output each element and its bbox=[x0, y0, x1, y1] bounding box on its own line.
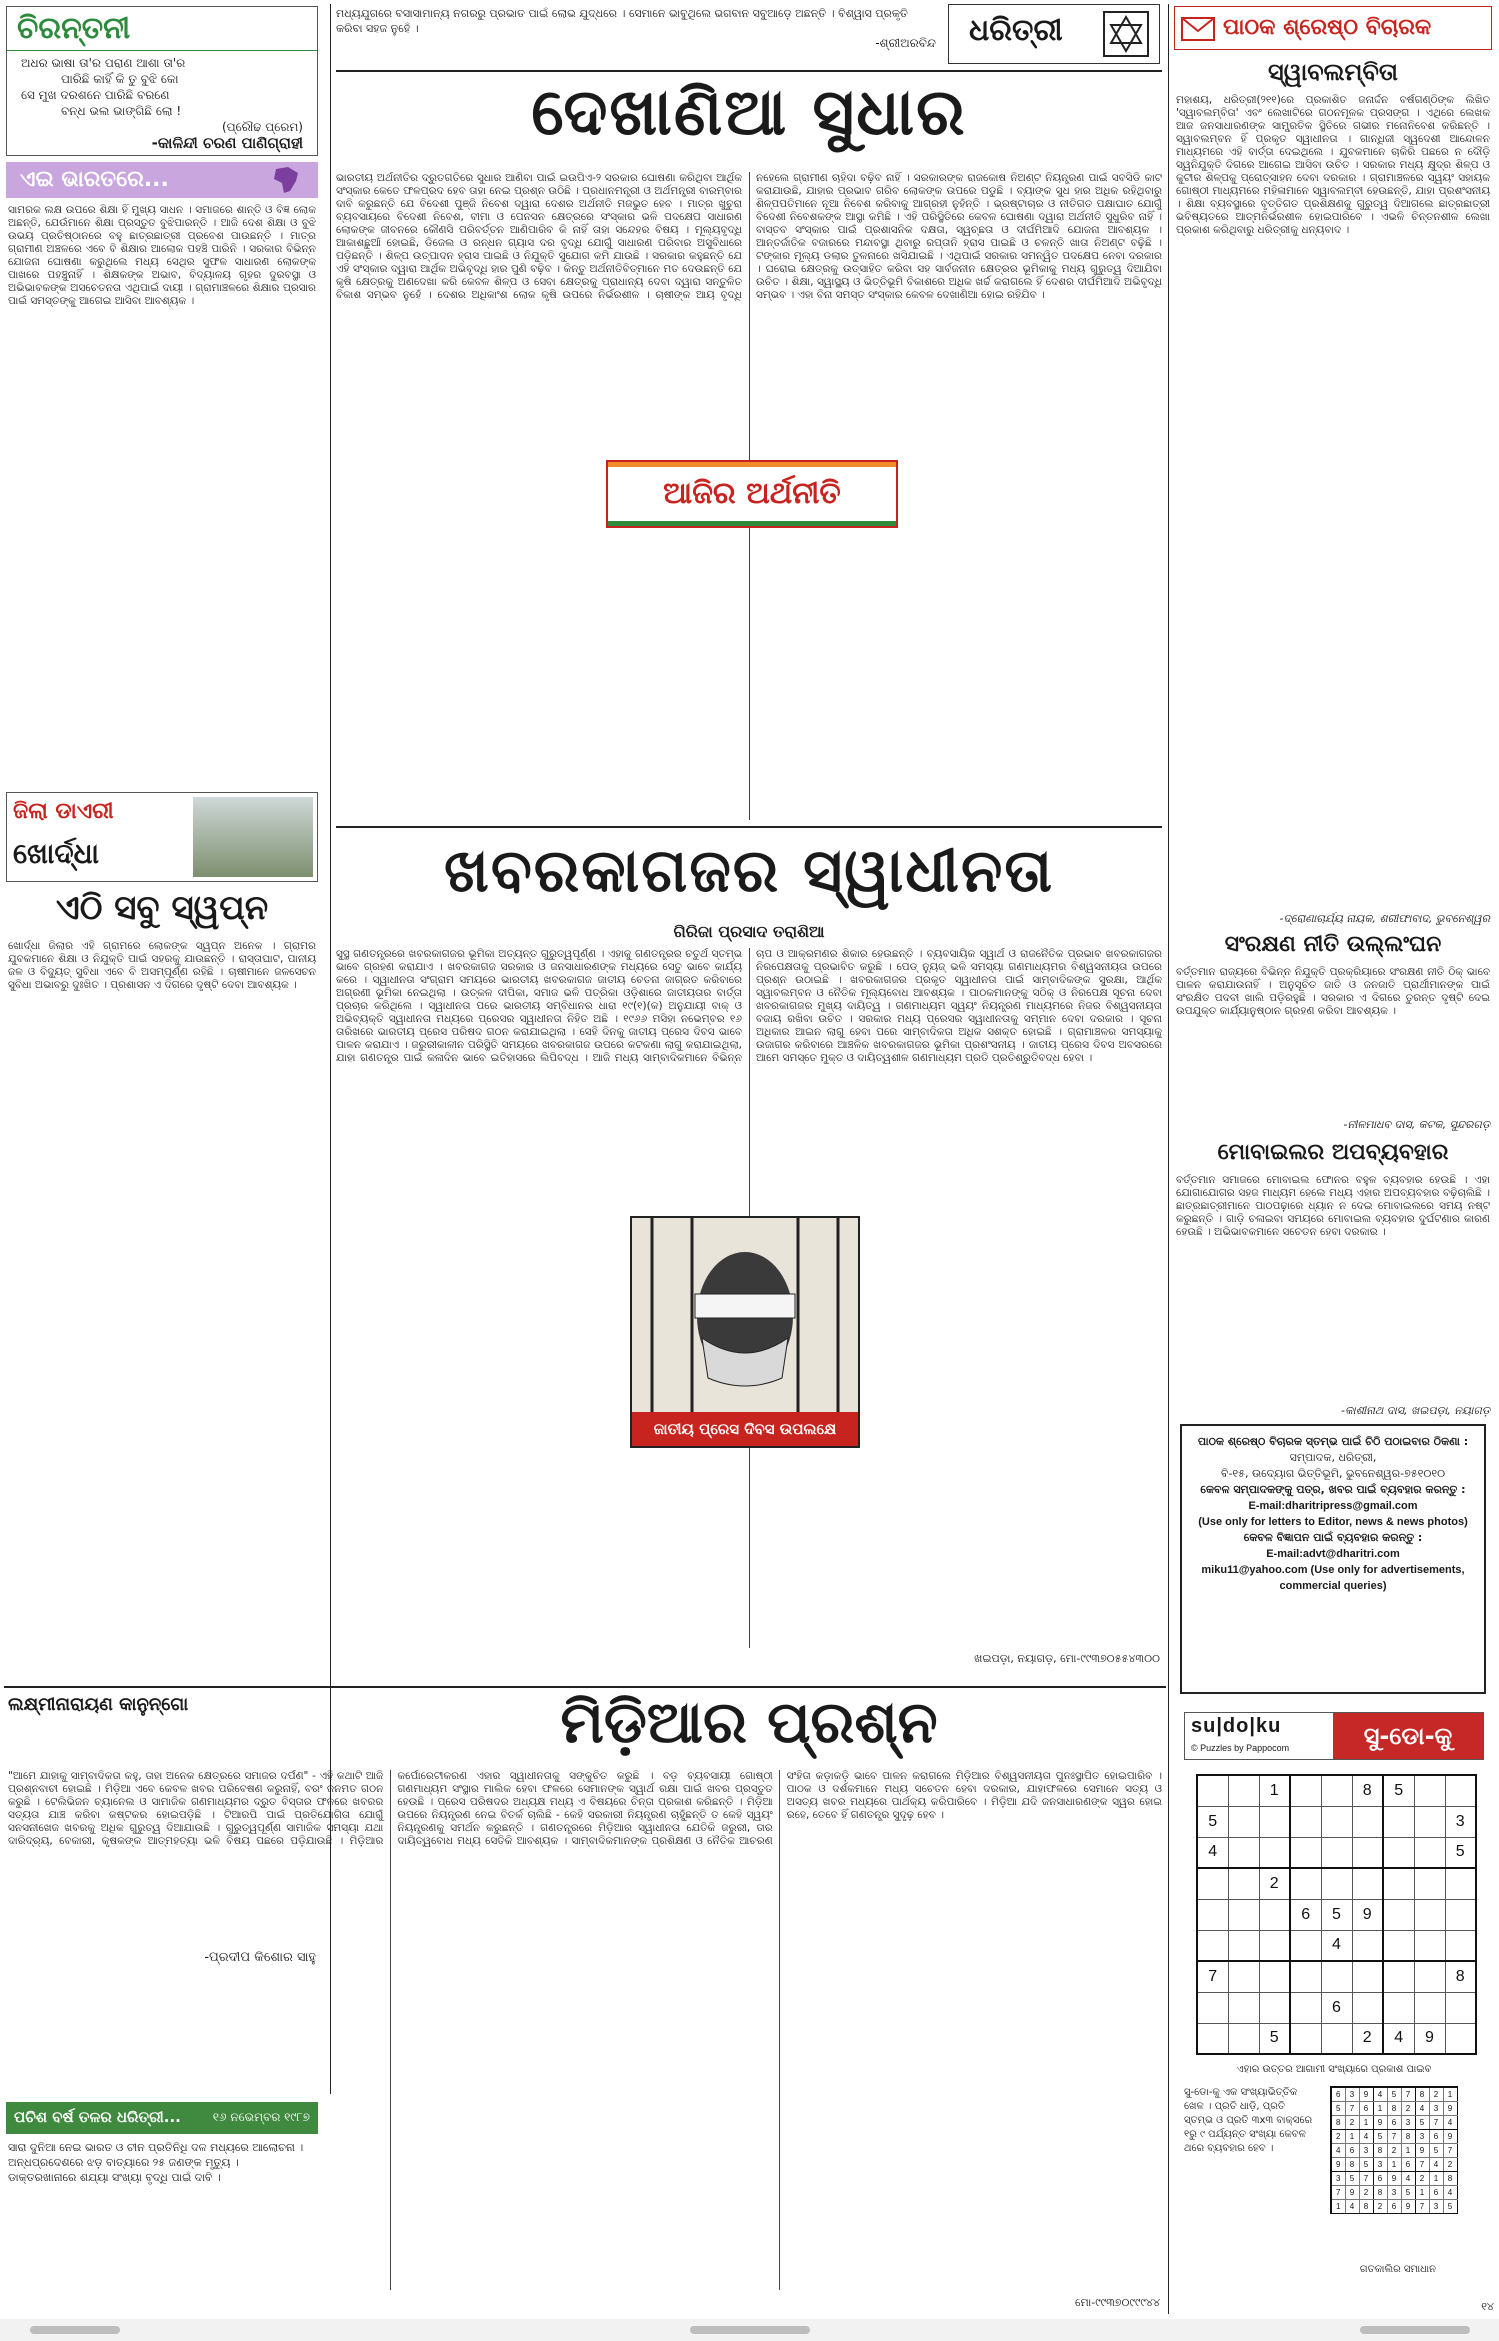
district-author: -ପ୍ରଦୀପ କିଶୋର ସାହୁ bbox=[204, 1950, 316, 1965]
letter-3-title: ମୋବାଇଲର ଅପବ୍ୟବହାର bbox=[1217, 1140, 1449, 1165]
gagged-man-illustration bbox=[632, 1218, 858, 1414]
district-title: ଏଠି ସବୁ ସ୍ୱପ୍ନ bbox=[55, 888, 269, 928]
sudoku-prev-cell: 3 bbox=[1345, 2087, 1359, 2101]
sudoku-prev-cell: 1 bbox=[1359, 2115, 1373, 2129]
sudoku-prev-cell: 8 bbox=[1415, 2087, 1429, 2101]
sudoku-cell bbox=[1228, 1775, 1259, 1806]
poem-author: -କାଳିନ୍ଦୀ ଚରଣ ପାଣିଗ୍ରାହୀ bbox=[151, 134, 303, 152]
media-left-author: ଲକ୍ଷ୍ମୀନାରାୟଣ କାନୁନ୍‌ଗୋ bbox=[8, 1694, 189, 1715]
sudoku-prev-cell: 5 bbox=[1401, 2185, 1415, 2199]
sudoku-prev-cell: 1 bbox=[1443, 2087, 1457, 2101]
sudoku-cell bbox=[1228, 1930, 1259, 1961]
sudoku-cell bbox=[1290, 1775, 1321, 1806]
sudoku-cell bbox=[1383, 1992, 1414, 2023]
sudoku-cell bbox=[1197, 1930, 1228, 1961]
poem-line: ସେ ମୁଖ ଦରଶନେ ପାରିଛି ବରଣେ bbox=[21, 88, 170, 102]
sudoku-cell bbox=[1414, 1775, 1445, 1806]
sudoku-cell bbox=[1321, 1806, 1352, 1837]
press-byline: ଖଇପଡ଼ା, ନୟାଗଡ଼, ମୋ-୯୯୩୭୦୫୫୪୩୦୦ bbox=[974, 1652, 1160, 1665]
sudoku-logo: su|do|ku bbox=[1191, 1715, 1282, 1737]
sudoku-cell bbox=[1414, 1806, 1445, 1837]
contact-email[interactable]: E-mail:advt@dharitri.com bbox=[1266, 1548, 1400, 1560]
letters-header bbox=[1174, 6, 1492, 50]
sudoku-cell bbox=[1197, 1868, 1228, 1899]
sudoku-cell bbox=[1290, 1806, 1321, 1837]
sudoku-cell bbox=[1352, 1992, 1383, 2023]
sudoku-prev-cell: 6 bbox=[1331, 2087, 1345, 2101]
masthead-quote bbox=[336, 6, 936, 51]
sudoku-rules: ସୁ-ଡୋ-କୁ ଏକ ସଂଖ୍ୟାଭିତ୍ତିକ ଖେଳ । ପ୍ରତି ଧାଡ଼ି, ପ୍ରତି ସ୍ତମ୍ଭ ଓ ପ୍ରତି ୩x୩ ବାକ୍ସରେ ୧ରୁ ୯ ପର୍ଯ୍ୟନ୍ତ ସଂଖ୍ୟା କେବଳ ଥରେ ବ୍ୟବହାର ହେବ । bbox=[1184, 2087, 1313, 2154]
sudoku-cell: 8 bbox=[1445, 1961, 1476, 1992]
sudoku-cell bbox=[1321, 1961, 1352, 1992]
sudoku-prev-cell: 6 bbox=[1359, 2101, 1373, 2115]
page-number: ୧୪ bbox=[1481, 2300, 1494, 2313]
sudoku-prev-cell: 9 bbox=[1443, 2101, 1457, 2115]
letter-2-body: ବର୍ତ୍ତମାନ ରାଜ୍ୟରେ ବିଭିନ୍ନ ନିଯୁକ୍ତି ପ୍ରକ୍ରିୟାରେ ସଂରକ୍ଷଣ ନୀତି ଠିକ୍ ଭାବେ ପାଳନ କରାଯାଉନାହିଁ । ଅନୁସୂଚିତ ଜାତି ଓ ଜନଜାତି ପ୍ରାର୍ଥୀମାନଙ୍କ ପାଇଁ ସଂରକ୍ଷିତ ପଦବୀ ଖାଲି ପଡ଼ିରହୁଛି । ସରକାର ଏ ଦିଗରେ ତୁରନ୍ତ ଦୃଷ୍ଟି ଦେଇ ଉପଯୁକ୍ତ କାର୍ଯ୍ୟାନୁଷ୍ଠାନ ଗ୍ରହଣ କରିବା ଆବଶ୍ୟକ । bbox=[1176, 966, 1490, 1017]
sudoku-prev-cell: 9 bbox=[1387, 2171, 1401, 2185]
sudoku-grid bbox=[1196, 1774, 1477, 2055]
sudoku-cell: 9 bbox=[1352, 1899, 1383, 1930]
sudoku-prev-cell: 7 bbox=[1331, 2185, 1345, 2199]
sudoku-prev-cell: 2 bbox=[1387, 2143, 1401, 2157]
sudoku-cell bbox=[1445, 1992, 1476, 2023]
quote-author: -ଶ୍ରୀଅରବିନ୍ଦ bbox=[875, 36, 936, 50]
quote-text: ମଧ୍ୟଯୁଗରେ ବସାସାମାନ୍ୟ ନଗରରୁ ପ୍ରଭାତ ପାଇଁ ଲୋଭ ଯୁଦ୍ଧରେ । ସେମାନେ ଭାବୁଥିଲେ ଭଗବାନ ସବୁଆଡ଼େ ଅଛନ୍ତି । ବିଶ୍ୱାସ ପ୍ରକୃତି କରିବା ସହଜ ନୁହେଁ । bbox=[336, 7, 908, 35]
sudoku-cell: 4 bbox=[1197, 1837, 1228, 1868]
masthead-logo-box bbox=[948, 4, 1160, 64]
sudoku-cell bbox=[1414, 1899, 1445, 1930]
sudoku-prev-cell: 4 bbox=[1401, 2171, 1415, 2185]
sudoku-prev-cell: 9 bbox=[1373, 2115, 1387, 2129]
sudoku-prev-cell: 5 bbox=[1345, 2171, 1359, 2185]
poem-line: ବନ୍ଧ ଭଲ ଭାଙ୍ଗିଛି ଲୋ ! bbox=[61, 104, 182, 118]
sudoku-prev-cell: 4 bbox=[1331, 2143, 1345, 2157]
sudoku-cell bbox=[1414, 1930, 1445, 1961]
sudoku-prev-cell: 5 bbox=[1331, 2101, 1345, 2115]
sudoku-cell bbox=[1321, 1868, 1352, 1899]
sudoku-prev-cell: 7 bbox=[1359, 2171, 1373, 2185]
sudoku-prev-cell: 7 bbox=[1429, 2115, 1443, 2129]
list-item: ଅନ୍ଧପ୍ରଦେଶରେ ଝଡ଼ ବାତ୍ୟାରେ ୨୫ ଜଣଙ୍କ ମୃତ୍ୟୁ । bbox=[8, 2156, 239, 2169]
sudoku-prev-cell: 9 bbox=[1331, 2157, 1345, 2171]
press-caption: ଜାତୀୟ ପ୍ରେସ ଦିବସ ଉପଲକ୍ଷେ bbox=[632, 1412, 858, 1446]
letter-1-author: -ଦ୍ରୋଣାଚାର୍ଯ୍ୟ ନାୟକ, ଶରୀଫାବାଦ, ଭୁବନେଶ୍ୱର bbox=[1279, 912, 1490, 925]
district-heading-box bbox=[6, 792, 318, 882]
sudoku-prev-cell: 3 bbox=[1387, 2185, 1401, 2199]
sudoku-prev-cell: 3 bbox=[1415, 2129, 1429, 2143]
list-item: ସାରା ଦୁନିଆ ନେଇ ଭାରତ ଓ ଚୀନ ପ୍ରତିନିଧି ଦଳ ମଧ୍ୟରେ ଆଲୋଚନା । bbox=[8, 2141, 304, 2154]
sudoku-cell bbox=[1383, 1806, 1414, 1837]
poem-line: ପାରିଛି କାହିଁ କି ତୁ ବୁଝି କୋ bbox=[61, 72, 179, 86]
sudoku-cell bbox=[1290, 1992, 1321, 2023]
sudoku-cell bbox=[1197, 1992, 1228, 2023]
sudoku-cell bbox=[1321, 1837, 1352, 1868]
sudoku-cell bbox=[1259, 1961, 1290, 1992]
sudoku-cell: 5 bbox=[1321, 1899, 1352, 1930]
sudoku-cell bbox=[1259, 1837, 1290, 1868]
contact-line: କେବଳ ବିଜ୍ଞାପନ ପାଇଁ ବ୍ୟବହାର କରନ୍ତୁ : bbox=[1243, 1531, 1423, 1544]
sudoku-cell bbox=[1290, 1930, 1321, 1961]
sudoku-prev-cell: 9 bbox=[1415, 2143, 1429, 2157]
sudoku-prev-cell: 5 bbox=[1359, 2157, 1373, 2171]
sudoku-prev-cell: 4 bbox=[1345, 2199, 1359, 2213]
letter-2-author: -ନୀଳମାଧବ ଦାସ, କଟକ, ସୁନ୍ଦରଗଡ଼ bbox=[1343, 1118, 1490, 1131]
press-illustration bbox=[630, 1216, 860, 1448]
press-author: ଗିରିଜା ପ୍ରସାଦ ତରାଶିଆ bbox=[673, 922, 825, 941]
contact-line: କେବଳ ସମ୍ପାଦକଙ୍କୁ ପତ୍ର, ଖବର ପାଇଁ ବ୍ୟବହାର କରନ୍ତୁ : bbox=[1200, 1483, 1466, 1496]
sudoku-prev-cell: 9 bbox=[1345, 2185, 1359, 2199]
sudoku-prev-cell: 2 bbox=[1373, 2199, 1387, 2213]
sudoku-cell: 1 bbox=[1259, 1775, 1290, 1806]
sudoku-cell: 4 bbox=[1383, 2023, 1414, 2054]
sudoku-prev-cell: 6 bbox=[1387, 2115, 1401, 2129]
sudoku-cell bbox=[1383, 1961, 1414, 1992]
media-byline: ମୋ-୯୯୩୭୦୯୯୯୪୪ bbox=[1075, 2296, 1160, 2309]
sudoku-cell bbox=[1352, 1868, 1383, 1899]
list-item: ଡାକ୍ତରଖାନାରେ ଶଯ୍ୟା ସଂଖ୍ୟା ବୃଦ୍ଧି ପାଇଁ ଦାବି । bbox=[8, 2171, 221, 2184]
sudoku-cell: 5 bbox=[1259, 2023, 1290, 2054]
sudoku-cell: 6 bbox=[1290, 1899, 1321, 1930]
sudoku-prev-cell: 5 bbox=[1429, 2143, 1443, 2157]
sudoku-prev-cell: 7 bbox=[1401, 2087, 1415, 2101]
sudoku-prev-cell: 6 bbox=[1373, 2171, 1387, 2185]
sudoku-prev-cell: 8 bbox=[1373, 2185, 1387, 2199]
sudoku-cell bbox=[1321, 2023, 1352, 2054]
past-label: ପଚିଶ ବର୍ଷ ତଳର ଧରିତ୍ରୀ... bbox=[14, 2108, 181, 2126]
sudoku-cell bbox=[1445, 1775, 1476, 1806]
contact-line: ବି-୧୫, ଉଦ୍ୟୋଗ ଭିତ୍ତିଭୂମି, ଭୁବନେଶ୍ୱର-୭୫୧୦୧୦ bbox=[1220, 1467, 1446, 1480]
in-india-body: ସାମରକ ଲକ୍ଷ ଉପରେ ଶିକ୍ଷା ହିଁ ମୁଖ୍ୟ ସାଧନ । ସମାଜରେ ଶାନ୍ତି ଓ ବିଜ୍ଞ ଲୋକ ଅଛନ୍ତି, ଯେଉଁମାନେ ଶିକ୍ଷା ପ୍ରସ୍ତୁତ ବୁଝିପାରନ୍ତି । ଆଜି ଦେଶ ଶିକ୍ଷା ଓ ବୁଝି ଉଭୟ ପ୍ରତିଷ୍ଠାନରେ ବହୁ ଛାତ୍ରଛାତ୍ରୀ ପ୍ରବେଶ ପାଉଛନ୍ତି । ମାତ୍ର ଗ୍ରାମୀଣ ଅଞ୍ଚଳରେ ଏବେ ବି ଶିକ୍ଷାର ଆଲୋକ ପହଞ୍ଚି ପାରିନି । ସରକାର ବିଭିନ୍ନ ଯୋଜନା ଘୋଷଣା କରୁଥିଲେ ମଧ୍ୟ ସେଥିର ସୁଫଳ ସାଧାରଣ ଲୋକଙ୍କ ପାଖରେ ପହଞ୍ଚୁନାହିଁ । ଶିକ୍ଷକଙ୍କ ଅଭାବ, ବିଦ୍ୟାଳୟ ଗୃହର ଦୁରବସ୍ଥା ଓ ଅଭିଭାବକଙ୍କ ଅସଚେତନତା ଏଥିପାଇଁ ଦାୟୀ । ଗ୍ରାମାଞ୍ଚଳରେ ଶିକ୍ଷାର ପ୍ରସାର ପାଇଁ ସମସ୍ତଙ୍କୁ ଆଗେଇ ଆସିବା ଆବଶ୍ୟକ । bbox=[8, 204, 316, 307]
sudoku-cell bbox=[1228, 1961, 1259, 1992]
sudoku-prev-cell: 1 bbox=[1331, 2199, 1345, 2213]
in-india-heading: ଏଇ ଭାରତରେ... bbox=[20, 167, 169, 192]
sudoku-prev-cell: 2 bbox=[1401, 2101, 1415, 2115]
sudoku-prev-grid bbox=[1330, 2086, 1458, 2214]
sudoku-prev-cell: 2 bbox=[1331, 2129, 1345, 2143]
media-headline: ମିଡ଼ିଆର ପ୍ରଶ୍ନ bbox=[560, 1688, 938, 1756]
sudoku-prev-cell: 5 bbox=[1387, 2087, 1401, 2101]
sudoku-cell: 8 bbox=[1352, 1775, 1383, 1806]
sudoku-prev-cell: 7 bbox=[1443, 2143, 1457, 2157]
sudoku-cell bbox=[1197, 1775, 1228, 1806]
sudoku-cell: 7 bbox=[1197, 1961, 1228, 1992]
contact-line: ପାଠକ ଶ୍ରେଷ୍ଠ ବିଚାରକ ସ୍ତମ୍ଭ ପାଇଁ ଚିଠି ପଠାଇବାର ଠିକଣା : bbox=[1197, 1435, 1469, 1448]
letter-1-body: ମହାଶୟ, ଧରିତ୍ରୀ(୨୧୧)ରେ ପ୍ରକାଶିତ ଜନାର୍ଦ୍ଦନ ବର୍ଷଗଣ୍ଠିଙ୍କ ଲିଖିତ 'ସ୍ୱାବଲମ୍ବିତା' ଏବଂ ଲେଖାଟିରେ ଗଠନମୂଳକ ପ୍ରସଙ୍ଗ । ଏଥିରେ ଲେଖକ ଆଜ ଜନସାଧାରଣଙ୍କ ସାମ୍ପ୍ରତିକ ସ୍ଥିତିରେ ଗଭୀର ମନୋନିବେଶ କରିଛନ୍ତି । ସ୍ୱାବଲମ୍ବନ ହିଁ ପ୍ରକୃତ ସ୍ୱାଧୀନତା । ଗାନ୍ଧିଜୀ ସ୍ୱଦେଶୀ ଆନ୍ଦୋଳନ ମାଧ୍ୟମରେ ଏହି ବାର୍ତ୍ତା ଦେଇଥିଲେ । ଯୁବକମାନେ ଚାକିରି ପଛରେ ନ ଦୌଡ଼ି ସ୍ୱନିଯୁକ୍ତି ଦିଗରେ ଆଗେଇ ଆସିବା ଉଚିତ । ସରକାର ମଧ୍ୟ କ୍ଷୁଦ୍ର ଶିଳ୍ପ ଓ କୁଟୀର ଶିଳ୍ପକୁ ପ୍ରୋତ୍ସାହନ ଦେବା ଦରକାର । ଗ୍ରାମାଞ୍ଚଳରେ ସ୍ୱୟଂ ସହାୟକ ଗୋଷ୍ଠୀ ମାଧ୍ୟମରେ ମହିଳାମାନେ ସ୍ୱାବଲମ୍ବୀ ହେଉଛନ୍ତି, ଯାହା ପ୍ରଶଂସନୀୟ । ଶିକ୍ଷା ବ୍ୟବସ୍ଥାରେ ବୃତ୍ତିଗତ ପ୍ରଶିକ୍ଷଣକୁ ଗୁରୁତ୍ୱ ଦିଆଗଲେ ଛାତ୍ରଛାତ୍ରୀ ଭବିଷ୍ୟତରେ ଆତ୍ମନିର୍ଭରଶୀଳ ହୋଇପାରିବେ । ଏଭଳି ଚିନ୍ତନଶୀଳ ଲେଖା ପ୍ରକାଶ କରିଥିବାରୁ ଧରିତ୍ରୀକୁ ଧନ୍ୟବାଦ । bbox=[1176, 94, 1490, 236]
scan-strip bbox=[0, 2319, 1499, 2341]
sudoku-cell bbox=[1290, 1868, 1321, 1899]
sudoku-cell: 5 bbox=[1445, 1837, 1476, 1868]
sudoku-prev-cell: 8 bbox=[1401, 2129, 1415, 2143]
sudoku-cell bbox=[1352, 1930, 1383, 1961]
sudoku-cell bbox=[1228, 1899, 1259, 1930]
in-india-heading-bar bbox=[6, 162, 318, 198]
sudoku-cell: 5 bbox=[1383, 1775, 1414, 1806]
sudoku-prev-cell: 3 bbox=[1401, 2115, 1415, 2129]
sudoku-prev-cell: 2 bbox=[1429, 2087, 1443, 2101]
sudoku-prev-cell: 1 bbox=[1345, 2129, 1359, 2143]
sudoku-cell bbox=[1445, 1930, 1476, 1961]
masthead-logo: ଧରିତ୍ରୀ bbox=[969, 13, 1063, 48]
sudoku-prev-cell: 7 bbox=[1345, 2101, 1359, 2115]
sudoku-prev-cell: 8 bbox=[1443, 2171, 1457, 2185]
sudoku-prev-cell: 3 bbox=[1429, 2101, 1443, 2115]
sudoku-cell bbox=[1383, 1930, 1414, 1961]
sudoku-cell: 6 bbox=[1321, 1992, 1352, 2023]
sudoku-cell bbox=[1383, 1837, 1414, 1868]
sudoku-title: ସୁ-ଡୋ-କୁ bbox=[1333, 1713, 1483, 1759]
letter-2-title: ସଂରକ୍ଷଣ ନୀତି ଉଲ୍ଲଂଘନ bbox=[1224, 932, 1442, 957]
sudoku-cell bbox=[1352, 1961, 1383, 1992]
sudoku-prev-cell: 4 bbox=[1359, 2129, 1373, 2143]
sudoku-prev-cell: 5 bbox=[1415, 2115, 1429, 2129]
sudoku-cell bbox=[1352, 1837, 1383, 1868]
sudoku-prev-cell: 8 bbox=[1373, 2143, 1387, 2157]
sudoku-prev-cell: 3 bbox=[1331, 2171, 1345, 2185]
district-heading: ଜିଲା ଡାଏରୀ bbox=[13, 799, 114, 824]
sudoku-prev-cell: 1 bbox=[1387, 2157, 1401, 2171]
sudoku-cell: 2 bbox=[1259, 1868, 1290, 1899]
sudoku-cell bbox=[1228, 1868, 1259, 1899]
sudoku-prev-cell: 3 bbox=[1429, 2199, 1443, 2213]
contact-email[interactable]: miku11@yahoo.com (Use only for advertisements, commercial queries) bbox=[1201, 1564, 1465, 1592]
past-date: ୧୬ ନଭେମ୍ବର ୧୯୮୭ bbox=[212, 2110, 310, 2124]
sudoku-prev-cell: 4 bbox=[1443, 2115, 1457, 2129]
contact-box bbox=[1180, 1424, 1486, 1694]
letters-header-title: ପାଠକ ଶ୍ରେଷ୍ଠ ବିଚାରକ bbox=[1223, 15, 1432, 40]
sudoku-cell bbox=[1259, 1806, 1290, 1837]
sudoku-prev-cell: 1 bbox=[1373, 2101, 1387, 2115]
press-body: ସୁସ୍ଥ ଗଣତନ୍ତ୍ରରେ ଖବରକାଗଜର ଭୂମିକା ଅତ୍ୟନ୍ତ ଗୁରୁତ୍ୱପୂର୍ଣ୍ଣ । ଏହାକୁ ଗଣତନ୍ତ୍ରର ଚତୁର୍ଥ ସ୍ତମ୍ଭ ଭାବେ ଗ୍ରହଣ କରାଯାଏ । ଖବରକାଗଜ ସରକାର ଓ ଜନସାଧାରଣଙ୍କ ମଧ୍ୟରେ ସେତୁ ଭାବେ କାର୍ଯ୍ୟ କରେ । ସ୍ୱାଧୀନତା ସଂଗ୍ରାମ ସମୟରେ ଭାରତୀୟ ଖବରକାଗଜ ଜାତୀୟ ଚେତନା ଜାଗ୍ରତ କରିବାରେ ଅଗ୍ରଣୀ ଭୂମିକା ନେଇଥିଲା । ଉତ୍କଳ ଦୀପିକା, ସମାଜ ଭଳି ପତ୍ରିକା ଓଡ଼ିଶାରେ ଜାତୀୟତାର ବାର୍ତ୍ତା ପ୍ରଚାର କରିଥିଲେ । ସ୍ୱାଧୀନତା ପରେ ଭାରତୀୟ ସମ୍ବିଧାନର ଧାରା ୧୯(୧)(କ) ଅନୁଯାୟୀ ବାକ୍ ଓ ଅଭିବ୍ୟକ୍ତି ସ୍ୱାଧୀନତା ମଧ୍ୟରେ ପ୍ରେସର ସ୍ୱାଧୀନତା ନିହିତ ଅଛି । ୧୯୬୬ ମସିହା ନଭେମ୍ବର ୧୬ ତାରିଖରେ ଭାରତୀୟ ପ୍ରେସ ପରିଷଦ ଗଠନ କରାଯାଇଥିଲା । ସେହି ଦିନକୁ ଜାତୀୟ ପ୍ରେସ ଦିବସ ଭାବେ ପାଳନ କରାଯାଏ । ଜରୁରୀକାଳୀନ ପରିସ୍ଥିତି ସମୟରେ ଖବରକାଗଜ ଉପରେ କଟକଣା ଲାଗୁ କରାଯାଇଥିଲା, ଯାହା ଗଣତନ୍ତ୍ର ପାଇଁ କଳାଦିନ ଭାବେ ଇତିହାସରେ ଲିପିବଦ୍ଧ । ଆଜି ମଧ୍ୟ ସାମ୍ବାଦିକମାନେ ବିଭିନ୍ନ ଚାପ ଓ ଆକ୍ରମଣର ଶିକାର ହେଉଛନ୍ତି । ବ୍ୟବସାୟିକ ସ୍ୱାର୍ଥ ଓ ରାଜନୈତିକ ପ୍ରଭାବ ଖବରକାଗଜର ନିରପେକ୍ଷତାକୁ ପ୍ରଭାବିତ କରୁଛି । ପେଡ୍ ନ୍ୟୁଜ୍ ଭଳି ସମସ୍ୟା ଗଣମାଧ୍ୟମର ବିଶ୍ୱସନୀୟତା ଉପରେ ପ୍ରଶ୍ନ ଉଠାଇଛି । ଖବରକାଗଜର ପ୍ରକୃତ ସ୍ୱାଧୀନତା ପାଇଁ ସାମ୍ବାଦିକଙ୍କ ସୁରକ୍ଷା, ଆର୍ଥିକ ସ୍ୱାବଲମ୍ବନ ଓ ନୈତିକ ମୂଲ୍ୟବୋଧ ଆବଶ୍ୟକ । ପାଠକମାନଙ୍କୁ ସଠିକ୍ ଓ ନିରପେକ୍ଷ ସୂଚନା ଦେବା ଖବରକାଗଜର ମୁଖ୍ୟ ଦାୟିତ୍ୱ । ଗଣମାଧ୍ୟମ ସ୍ୱୟଂ ନିୟନ୍ତ୍ରଣ ମାଧ୍ୟମରେ ନିଜର ବିଶ୍ୱସନୀୟତା ବଜାୟ ରଖିବା ଉଚିତ । ସରକାର ମଧ୍ୟ ପ୍ରେସର ସ୍ୱାଧୀନତାକୁ ସମ୍ମାନ ଦେବା ଦରକାର । ସୂଚନା ଅଧିକାର ଆଇନ ଲାଗୁ ହେବା ପରେ ସାମ୍ବାଦିକତା ଅଧିକ ସଶକ୍ତ ହୋଇଛି । ଗ୍ରାମାଞ୍ଚଳର ସମସ୍ୟାକୁ ଉଜାଗର କରିବାରେ ଆଞ୍ଚଳିକ ଖବରକାଗଜର ଭୂମିକା ପ୍ରଶଂସନୀୟ । ଜାତୀୟ ପ୍ରେସ ଦିବସ ଅବସରରେ ଆମେ ସମସ୍ତେ ମୁକ୍ତ ଓ ଦାୟିତ୍ୱଶୀଳ ଗଣମାଧ୍ୟମ ପ୍ରତି ପ୍ରତିଶ୍ରୁତିବଦ୍ଧ ହେବା । bbox=[336, 948, 1162, 1064]
sudoku-prev-cell: 8 bbox=[1331, 2115, 1345, 2129]
sudoku-cell bbox=[1197, 2023, 1228, 2054]
sudoku-cell bbox=[1321, 1775, 1352, 1806]
letter-3-author: -କାଶୀନାଥ ଦାସ, ଖଇପଡ଼ା, ନୟାଗଡ଼ bbox=[1340, 1404, 1490, 1417]
sudoku-prev-cell: 1 bbox=[1401, 2143, 1415, 2157]
sudoku-cell bbox=[1228, 1806, 1259, 1837]
sudoku-prev-cell: 2 bbox=[1415, 2171, 1429, 2185]
sudoku-prev-caption: ଗତକାଲିର ସମାଧାନ bbox=[1359, 2264, 1437, 2275]
india-map-icon bbox=[268, 165, 306, 195]
letter-1-title: ସ୍ୱାବଲମ୍ବିତା bbox=[1268, 58, 1398, 86]
sudoku-cell bbox=[1352, 1806, 1383, 1837]
sudoku-prev-cell: 4 bbox=[1443, 2185, 1457, 2199]
contact-line: ସମ୍ପାଦକ, ଧରିତ୍ରୀ, bbox=[1289, 1451, 1377, 1464]
sudoku-prev-cell: 9 bbox=[1401, 2199, 1415, 2213]
sudoku-credit: © Puzzles by Pappocom bbox=[1191, 1743, 1290, 1753]
sudoku-prev-cell: 1 bbox=[1429, 2171, 1443, 2185]
sudoku-cell bbox=[1383, 1899, 1414, 1930]
main-headline: ଦେଖାଣିଆ ସୁଧାର bbox=[531, 76, 967, 150]
sudoku-cell bbox=[1445, 1868, 1476, 1899]
sudoku-cell bbox=[1414, 1837, 1445, 1868]
letter-3-body: ବର୍ତ୍ତମାନ ସମାଜରେ ମୋବାଇଲ ଫୋନର ବହୁଳ ବ୍ୟବହାର ହେଉଛି । ଏହା ଯୋଗାଯୋଗର ସହଜ ମାଧ୍ୟମ ହେଲେ ମଧ୍ୟ ଏହାର ଅପବ୍ୟବହାର ବଢ଼ିଚାଲିଛି । ଛାତ୍ରଛାତ୍ରୀମାନେ ପାଠପଢ଼ାରେ ଧ୍ୟାନ ନ ଦେଇ ମୋବାଇଲରେ ସମୟ ନଷ୍ଟ କରୁଛନ୍ତି । ଗାଡ଼ି ଚଳାଇବା ସମୟରେ ମୋବାଇଲ ବ୍ୟବହାର ଦୁର୍ଘଟଣାର କାରଣ ହେଉଛି । ଅଭିଭାବକମାନେ ସଚେତନ ହେବା ଦରକାର । bbox=[1176, 1174, 1490, 1238]
sudoku-prev-cell: 5 bbox=[1443, 2199, 1457, 2213]
sudoku-prev-cell: 2 bbox=[1443, 2157, 1457, 2171]
sudoku-prev-cell: 3 bbox=[1373, 2157, 1387, 2171]
sudoku-prev-cell: 6 bbox=[1345, 2143, 1359, 2157]
sudoku-prev-cell: 9 bbox=[1359, 2087, 1373, 2101]
sudoku-answer-caption: ଏହାର ଉତ୍ତର ଆଗାମୀ ସଂଖ୍ୟାରେ ପ୍ରକାଶ ପାଇବ bbox=[1236, 2064, 1432, 2075]
sudoku-cell bbox=[1290, 2023, 1321, 2054]
sudoku-prev-cell: 8 bbox=[1387, 2101, 1401, 2115]
sudoku-prev-cell: 2 bbox=[1345, 2115, 1359, 2129]
contact-email[interactable]: E-mail:dharitripress@gmail.com bbox=[1248, 1500, 1418, 1512]
star-emblem-icon bbox=[1103, 11, 1149, 57]
sudoku-prev-cell: 8 bbox=[1359, 2199, 1373, 2213]
district-name: ଖୋର୍ଦ୍ଧା bbox=[13, 837, 99, 870]
press-headline: ଖବରକାଗଜର ସ୍ୱାଧୀନତା bbox=[443, 836, 1055, 906]
sudoku-prev-cell: 4 bbox=[1429, 2157, 1443, 2171]
sudoku-cell: 4 bbox=[1321, 1930, 1352, 1961]
sudoku-cell bbox=[1259, 1930, 1290, 1961]
media-body: "ଆମେ ଯାହାକୁ ସାମ୍ବାଦିକତା କହୁ, ତାହା ଅନେକ କ୍ଷେତ୍ରରେ ସମାଜର ଦର୍ପଣ" - ଏହି କଥାଟି ଆଜି ପ୍ରଶ୍ନବାଚୀ ହୋଇଛି । ମିଡ଼ିଆ ଏବେ କେବଳ ଖବର ପରିବେଷଣ କରୁନାହିଁ, ବରଂ ଜନମତ ଗଠନ କରୁଛି । ଟେଲିଭିଜନ ଚ୍ୟାନେଲ ଓ ସାମାଜିକ ଗଣମାଧ୍ୟମର ଦ୍ରୁତ ବିସ୍ତାର ଫଳରେ ଖବରର ସତ୍ୟତା ଯାଞ୍ଚ କରିବା କଷ୍ଟକର ହୋଇପଡ଼ିଛି । ଟିଆରପି ପାଇଁ ପ୍ରତିଯୋଗିତା ଯୋଗୁଁ ସନସନୀଖେଜ ଖବରକୁ ଅଧିକ ଗୁରୁତ୍ୱ ଦିଆଯାଉଛି । ଗୁରୁତ୍ୱପୂର୍ଣ୍ଣ ସାମାଜିକ ସମସ୍ୟା ଯଥା ଦାରିଦ୍ର୍ୟ, ବେକାରୀ, କୃଷକଙ୍କ ଆତ୍ମହତ୍ୟା ଭଳି ବିଷୟ ପଛରେ ପଡ଼ିଯାଉଛି । ମିଡ଼ିଆର କର୍ପୋରେଟୀକରଣ ଏହାର ସ୍ୱାଧୀନତାକୁ ସଙ୍କୁଚିତ କରୁଛି । ବଡ଼ ବ୍ୟବସାୟୀ ଗୋଷ୍ଠୀ ଗଣମାଧ୍ୟମ ସଂସ୍ଥାର ମାଲିକ ହେବା ଫଳରେ ସେମାନଙ୍କ ସ୍ୱାର୍ଥ ରକ୍ଷା ପାଇଁ ଖବର ପ୍ରସ୍ତୁତ ହେଉଛି । ପ୍ରେସ ପରିଷଦର ଅଧ୍ୟକ୍ଷ ମଧ୍ୟ ଏ ବିଷୟରେ ଚିନ୍ତା ପ୍ରକାଶ କରିଛନ୍ତି । ମିଡ଼ିଆ ଉପରେ ନିୟନ୍ତ୍ରଣ ନେଇ ବିତର୍କ ଚାଲିଛି - କେହି ସରକାରୀ ନିୟନ୍ତ୍ରଣ ଚାହୁଁଛନ୍ତି ତ କେହି ସ୍ୱୟଂ ନିୟନ୍ତ୍ରଣକୁ ସମର୍ଥନ କରୁଛନ୍ତି । ଗଣତନ୍ତ୍ରରେ ମିଡ଼ିଆର ସ୍ୱାଧୀନତା ଯେତିକି ଜରୁରୀ, ତାର ଦାୟିତ୍ୱବୋଧ ମଧ୍ୟ ସେତିକି ଆବଶ୍ୟକ । ସାମ୍ବାଦିକମାନଙ୍କ ପ୍ରଶିକ୍ଷଣ ଓ ନୈତିକ ଆଚରଣ ସଂହିତା କଡ଼ାକଡ଼ି ଭାବେ ପାଳନ କରାଗଲେ ମିଡ଼ିଆର ବିଶ୍ୱସନୀୟତା ପୁନଃସ୍ଥାପିତ ହୋଇପାରିବ । ପାଠକ ଓ ଦର୍ଶକମାନେ ମଧ୍ୟ ସଚେତନ ହେବା ଦରକାର, ଯାହାଫଳରେ ସେମାନେ ସତ୍ୟ ଓ ଅସତ୍ୟ ଖବର ମଧ୍ୟରେ ପାର୍ଥକ୍ୟ କରିପାରିବେ । ମିଡ଼ିଆ ଯଦି ଜନସାଧାରଣଙ୍କ ସ୍ୱର ହୋଇ ରହେ, ତେବେ ହିଁ ଗଣତନ୍ତ୍ର ସୁଦୃଢ଼ ହେବ । bbox=[8, 1770, 1162, 1847]
sudoku-prev-cell: 7 bbox=[1415, 2157, 1429, 2171]
sudoku-prev-cell: 8 bbox=[1345, 2157, 1359, 2171]
sudoku-prev-cell: 6 bbox=[1429, 2129, 1443, 2143]
sudoku-cell bbox=[1383, 1868, 1414, 1899]
contact-note: (Use only for letters to Editor, news & news photos) bbox=[1198, 1516, 1468, 1528]
sudoku-prev-cell: 3 bbox=[1359, 2143, 1373, 2157]
sudoku-prev-cell: 6 bbox=[1387, 2199, 1401, 2213]
sudoku-cell bbox=[1228, 2023, 1259, 2054]
sudoku-cell bbox=[1197, 1899, 1228, 1930]
economy-label: ଆଜିର ଅର୍ଥନୀତି bbox=[663, 476, 841, 511]
sudoku-cell: 2 bbox=[1352, 2023, 1383, 2054]
sudoku-cell bbox=[1414, 1992, 1445, 2023]
sudoku-cell: 5 bbox=[1197, 1806, 1228, 1837]
sudoku-cell: 3 bbox=[1445, 1806, 1476, 1837]
district-body: ଖୋର୍ଦ୍ଧା ଜିଲାର ଏହି ଗ୍ରାମରେ ଲୋକଙ୍କ ସ୍ୱପ୍ନ ଅନେକ । ଗ୍ରାମର ଯୁବକମାନେ ଶିକ୍ଷା ଓ ନିଯୁକ୍ତି ପାଇଁ ସହରକୁ ଯାଉଛନ୍ତି । ରାସ୍ତାଘାଟ, ପାନୀୟ ଜଳ ଓ ବିଦ୍ୟୁତ୍ ସୁବିଧା ଏବେ ବି ଅସମ୍ପୂର୍ଣ୍ଣ ରହିଛି । ଚାଷୀମାନେ ଜଳସେଚନ ସୁବିଧା ଅଭାବରୁ ଦୁଃଖିତ । ପ୍ରଶାସନ ଏ ଦିଗରେ ଦୃଷ୍ଟି ଦେବା ଆବଶ୍ୟକ । bbox=[8, 940, 316, 991]
sudoku-prev-cell: 5 bbox=[1373, 2129, 1387, 2143]
sudoku-prev-cell: 6 bbox=[1401, 2157, 1415, 2171]
sudoku-prev-cell: 2 bbox=[1359, 2185, 1373, 2199]
main-body: ଭାରତୀୟ ଅର୍ଥନୀତିର ଦ୍ରୁତଗତିରେ ସୁଧାର ଆଣିବା ପାଇଁ ଇଉପିଏ-୨ ସରକାର ଘୋଷଣା କରିଥିବା ଆର୍ଥିକ ସଂସ୍କାର କେତେ ଫଳପ୍ରଦ ହେବ ତାହା ନେଇ ପ୍ରଶ୍ନ ଉଠିଛି । ପ୍ରଧାନମନ୍ତ୍ରୀ ଓ ଅର୍ଥମନ୍ତ୍ରୀ ବାରମ୍ବାର ଦାବି କରୁଛନ୍ତି ଯେ ବିଦେଶୀ ପୁଞ୍ଜି ନିବେଶ ଦ୍ୱାରା ଦେଶର ଅର୍ଥନୀତି ମଜଭୁତ ହେବ । ମାତ୍ର ଖୁଚୁରା ବ୍ୟବସାୟରେ ବିଦେଶୀ ନିବେଶ, ବୀମା ଓ ପେନସନ କ୍ଷେତ୍ରରେ ସଂସ୍କାର ଭଳି ପଦକ୍ଷେପ ସାଧାରଣ ଲୋକଙ୍କ ଜୀବନରେ କୌଣସି ପରିବର୍ତ୍ତନ ଆଣିପାରିବ କି ନାହିଁ ତାହା ସନ୍ଦେହର ବିଷୟ । ମୂଲ୍ୟବୃଦ୍ଧି ଆକାଶଛୁଆଁ ହୋଇଛି, ଡିଜେଲ ଓ ରନ୍ଧନ ଗ୍ୟାସ ଦର ବୃଦ୍ଧି ଯୋଗୁଁ ସାଧାରଣ ପରିବାର ଅସୁବିଧାରେ ପଡ଼ିଛନ୍ତି । ଶିଳ୍ପ ଉତ୍ପାଦନ ହ୍ରାସ ପାଇଛି ଓ ନିଯୁକ୍ତି ସୁଯୋଗ କମି ଯାଉଛି । ସରକାର କହୁଛନ୍ତି ଯେ ଏହି ସଂସ୍କାର ଦ୍ୱାରା ଆର୍ଥିକ ଅଭିବୃଦ୍ଧି ହାର ପୁଣି ବଢ଼ିବ । କିନ୍ତୁ ଅର୍ଥନୀତିବିତ୍‌ମାନେ ମତ ଦେଉଛନ୍ତି ଯେ କୃଷି କ୍ଷେତ୍ରକୁ ଅଣଦେଖା କରି କେବଳ ଶିଳ୍ପ ଓ ସେବା କ୍ଷେତ୍ରକୁ ପ୍ରାଧାନ୍ୟ ଦେବା ଦ୍ୱାରା ସନ୍ତୁଳିତ ବିକାଶ ସମ୍ଭବ ନୁହେଁ । ଦେଶର ଅଧିକାଂଶ ଲୋକ କୃଷି ଉପରେ ନିର୍ଭରଶୀଳ । ଚାଷୀଙ୍କ ଆୟ ବୃଦ୍ଧି ନହେଲେ ଗ୍ରାମୀଣ ଚାହିଦା ବଢ଼ିବ ନାହିଁ । ସରକାରଙ୍କ ରାଜକୋଷ ନିଅଣ୍ଟ ନିୟନ୍ତ୍ରଣ ପାଇଁ ସବସିଡି କାଟ କରାଯାଉଛି, ଯାହାର ପ୍ରଭାବ ଗରିବ ଲୋକଙ୍କ ଉପରେ ପଡୁଛି । ବ୍ୟାଙ୍କ ସୁଧ ହାର ଅଧିକ ରହିଥିବାରୁ ଶିଳ୍ପପତିମାନେ ନୂଆ ନିବେଶ କରିବାକୁ ଆଗ୍ରହୀ ନୁହଁନ୍ତି । ଭ୍ରଷ୍ଟାଚାର ଓ ନୀତିଗତ ପକ୍ଷାଘାତ ଯୋଗୁଁ ବିଦେଶୀ ନିବେଶକଙ୍କ ଆସ୍ଥା କମିଛି । ଏହି ପରିସ୍ଥିତିରେ କେବଳ ଘୋଷଣା ଦ୍ୱାରା ଅର୍ଥନୀତି ସୁଧୁରିବ ନାହିଁ । ବାସ୍ତବ ସଂସ୍କାର ପାଇଁ ପ୍ରଶାସନିକ ଦକ୍ଷତା, ସ୍ୱଚ୍ଛତା ଓ ଦୀର୍ଘମିଆଦି ଯୋଜନା ଆବଶ୍ୟକ । ଆନ୍ତର୍ଜାତିକ ବଜାରରେ ମନ୍ଦାବସ୍ଥା ଥିବାରୁ ରପ୍ତାନି ହ୍ରାସ ପାଇଛି ଓ ଚଳନ୍ତି ଖାତା ନିଅଣ୍ଟ ବଢ଼ିଛି । ଟଙ୍କାର ମୂଲ୍ୟ ଡଲାର ତୁଳନାରେ ଖସିଯାଇଛି । ଏଥିପାଇଁ ସରକାର ସମନ୍ୱିତ ପଦକ୍ଷେପ ନେବା ଦରକାର । ଘରୋଇ କ୍ଷେତ୍ରକୁ ଉତ୍ସାହିତ କରିବା ସହ ସାର୍ବଜନୀନ କ୍ଷେତ୍ରର ଭୂମିକାକୁ ମଧ୍ୟ ଗୁରୁତ୍ୱ ଦିଆଯିବା ଉଚିତ । ଶିକ୍ଷା, ସ୍ୱାସ୍ଥ୍ୟ ଓ ଭିତ୍ତିଭୂମି ବିକାଶରେ ଅଧିକ ଖର୍ଚ୍ଚ କରାଗଲେ ହିଁ ଦେଶର ଦୀର୍ଘମିଆଦି ଅଭିବୃଦ୍ଧି ସମ୍ଭବ । ଏହା ବିନା ସମସ୍ତ ସଂସ୍କାର କେବଳ ଦେଖାଣିଆ ହୋଇ ରହିଯିବ । bbox=[336, 172, 1162, 301]
poem-line: ଅଧର ଭାଷା ତା'ର ପରାଣ ଆଶା ତା'ର bbox=[21, 56, 186, 70]
sudoku-prev-cell: 9 bbox=[1443, 2129, 1457, 2143]
sudoku-cell bbox=[1259, 1992, 1290, 2023]
envelope-icon bbox=[1181, 17, 1215, 41]
poem-title: ଚିରନ୍ତନୀ bbox=[7, 7, 317, 51]
district-photo bbox=[193, 797, 313, 877]
sudoku-cell bbox=[1290, 1961, 1321, 1992]
sudoku-prev-cell: 7 bbox=[1387, 2129, 1401, 2143]
sudoku-prev-cell: 6 bbox=[1429, 2185, 1443, 2199]
sudoku-prev-cell: 7 bbox=[1415, 2199, 1429, 2213]
sudoku-cell bbox=[1445, 1899, 1476, 1930]
sudoku-cell bbox=[1259, 1899, 1290, 1930]
sudoku-cell: 9 bbox=[1414, 2023, 1445, 2054]
poem-category: (ପ୍ରୌଢ ପ୍ରେମ) bbox=[221, 120, 303, 134]
sudoku-cell bbox=[1445, 2023, 1476, 2054]
sudoku-header bbox=[1184, 1712, 1484, 1760]
economy-label-box bbox=[606, 460, 898, 528]
sudoku-cell bbox=[1228, 1992, 1259, 2023]
sudoku-cell bbox=[1414, 1868, 1445, 1899]
poem-box bbox=[6, 6, 318, 156]
sudoku-prev-cell: 4 bbox=[1373, 2087, 1387, 2101]
sudoku-cell bbox=[1290, 1837, 1321, 1868]
sudoku-cell bbox=[1228, 1837, 1259, 1868]
sudoku-prev-cell: 1 bbox=[1415, 2185, 1429, 2199]
sudoku-prev-cell: 4 bbox=[1415, 2101, 1429, 2115]
sudoku-cell bbox=[1414, 1961, 1445, 1992]
